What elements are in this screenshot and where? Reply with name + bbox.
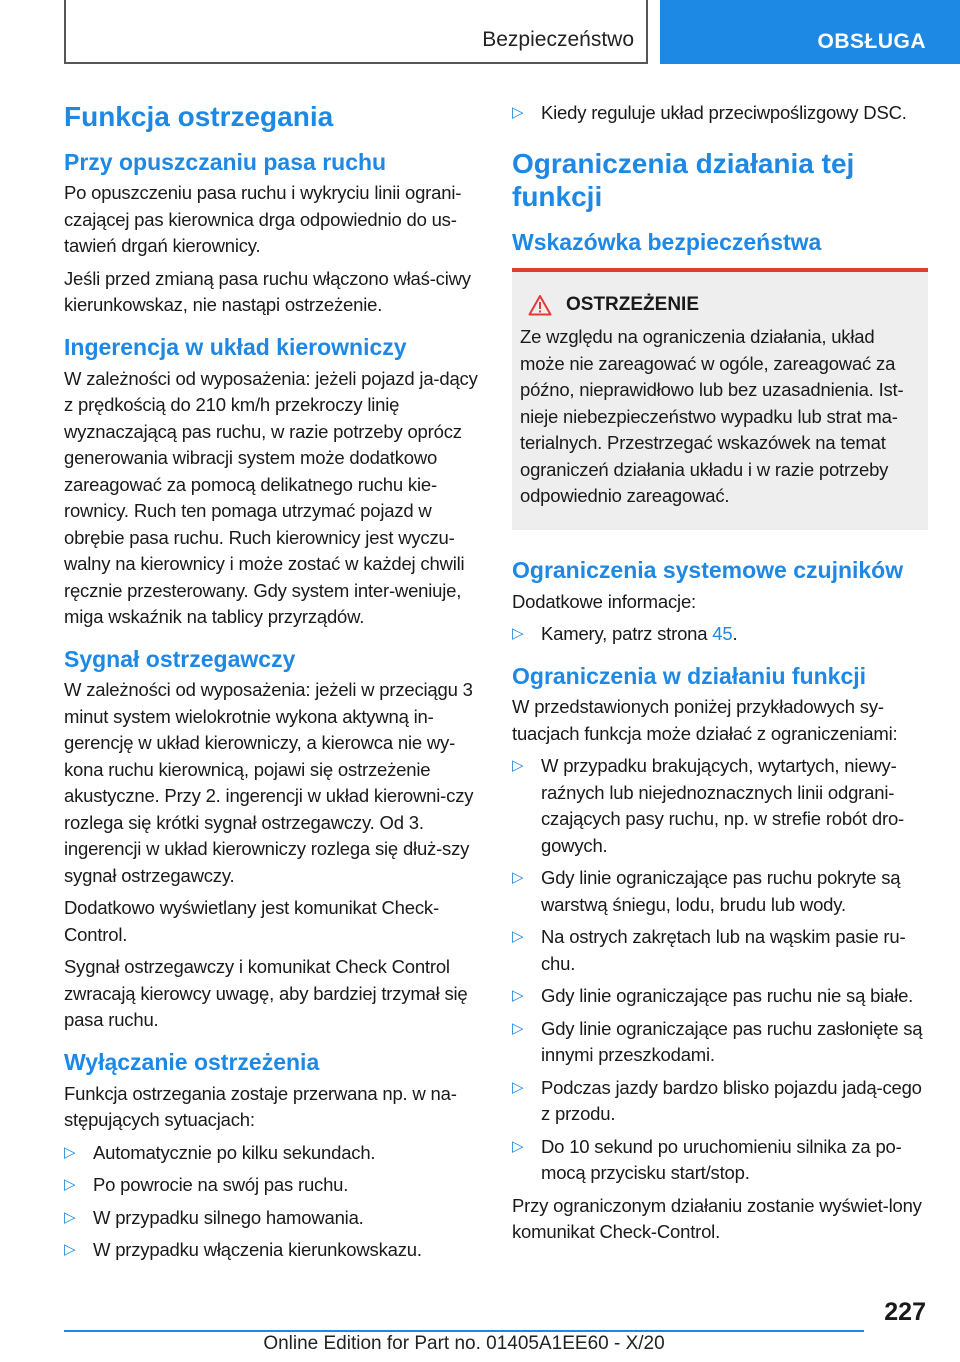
list-item: ▷ Do 10 sekund po uruchomieniu silnika za po-mocą przycisku start/stop. — [512, 1135, 902, 1184]
section-title-limits: Ograniczenia działania tej funkcji — [512, 147, 855, 213]
paragraph: Przy ograniczonym działaniu zostanie wyświet-lony komunikat Check-Control. — [512, 1194, 922, 1243]
heading-lane-leaving: Przy opuszczaniu pasa ruchu — [64, 148, 387, 175]
page-link-45[interactable]: 45 — [712, 623, 733, 645]
right-column — [512, 100, 928, 1252]
triangle-right-outline-icon: ▷ — [512, 625, 524, 643]
triangle-right-outline-icon: ▷ — [64, 1241, 76, 1259]
triangle-right-outline-icon: ▷ — [512, 1078, 524, 1096]
paragraph: W przedstawionych poniżej przykładowych sy-tuacjach funkcja może działać z ograniczeniami: — [512, 696, 898, 744]
header-section-title: Bezpieczeństwo — [482, 28, 634, 51]
triangle-right-outline-icon: ▷ — [64, 1143, 76, 1161]
warning-box — [512, 268, 928, 530]
triangle-right-outline-icon: ▷ — [512, 1019, 524, 1037]
triangle-right-outline-icon: ▷ — [512, 757, 524, 775]
list-item: ▷ Po powrocie na swój pas ruchu. — [64, 1172, 480, 1199]
bullet-list — [64, 1140, 480, 1264]
heading-warning-off: Wyłączanie ostrzeżenia — [64, 1048, 320, 1075]
triangle-right-outline-icon: ▷ — [512, 928, 524, 946]
left-column — [64, 100, 480, 1270]
paragraph: Dodatkowo wyświetlany jest komunikat Check-Control. — [64, 897, 439, 945]
heading-steering-intervention: Ingerencja w układ kierowniczy — [64, 333, 407, 360]
heading-warning-signal: Sygnał ostrzegawczy — [64, 645, 296, 672]
list-item: ▷ Podczas jazdy bardzo blisko pojazdu jadą-cego z przodu. — [512, 1076, 922, 1125]
list-item: ▷ W przypadku silnego hamowania. — [64, 1205, 480, 1232]
paragraph: Dodatkowe informacje: — [512, 590, 696, 612]
paragraph: Po opuszczeniu pasa ruchu i wykryciu linii ograni-czającej pas kierownica drga odpowiednio do us-tawień drgań kierownicy. — [64, 182, 462, 257]
paragraph: Funkcja ostrzegania zostaje przerwana np. w na-stępujących sytuacjach: — [64, 1082, 457, 1131]
triangle-right-outline-icon: ▷ — [512, 1137, 524, 1155]
heading-function-limits: Ograniczenia w działaniu funkcji — [512, 662, 867, 689]
triangle-right-outline-icon: ▷ — [64, 1176, 76, 1194]
heading-sensor-limits: Ograniczenia systemowe czujników — [512, 556, 904, 583]
warning-triangle-icon — [528, 294, 552, 316]
list-item: ▷ Automatycznie po kilku sekundach. — [64, 1140, 480, 1167]
section-title: Funkcja ostrzegania — [64, 101, 334, 132]
list-item: ▷ Na ostrych zakrętach lub na wąskim pasie ru-chu. — [512, 926, 906, 974]
triangle-right-outline-icon: ▷ — [512, 869, 524, 887]
list-item: ▷ W przypadku brakujących, wytartych, niewy-raźnych lub niejednoznacznych linii odgrani-czających pasy ruchu, np. w strefie robót dro-gowych. — [512, 755, 905, 856]
warning-label: OSTRZEŻENIE — [566, 294, 700, 316]
warning-text: Ze względu na ograniczenia działania, układ może nie zareagować w ogóle, zareagować za późno, nieprawidłowo lub bez uzasadnienia. Ist-nieje niebezpieczeństwo wypadku lub strat ma-terialnych. Przestrzegać wskazówek na temat ograniczeń działania układu i w razie potrzeby odpowiednio zareagować. — [520, 326, 904, 507]
triangle-right-outline-icon: ▷ — [512, 987, 524, 1005]
warning-header — [520, 294, 920, 316]
paragraph: Jeśli przed zmianą pasa ruchu włączono właś-ciwy kierunkowskaz, nie nastąpi ostrzeżenie. — [64, 267, 471, 316]
paragraph: W zależności od wyposażenia: jeżeli pojazd ja-dący z prędkością do 210 km/h przekroczy linię wyznaczającą pas ruchu, w razie potrzeby oprócz generowania wibracji system może dodatkowo zareagować za pomocą delikatnego ruchu kie-rownicy. Ruch ten pomaga utrzymać pojazd w obrębie pasa ruchu. Ruch kierownicy jest wyczu-walny na kierownicy i może zostać w każdej chwili ręcznie przesterowany. Gdy system inter-weniuje, miga wskaźnik na tablicy przyrządów. — [64, 367, 478, 628]
list-item: ▷ W przypadku włączenia kierunkowskazu. — [64, 1237, 480, 1264]
bullet-list — [512, 753, 928, 1187]
heading-safety-note: Wskazówka bezpieczeństwa — [512, 228, 822, 255]
bullet-list — [512, 621, 928, 648]
paragraph: Sygnał ostrzegawczy i komunikat Check Control zwracają kierowcy uwagę, aby bardziej trzymał się pasa ruchu. — [64, 956, 468, 1031]
paragraph: W zależności od wyposażenia: jeżeli w przeciągu 3 minut system wielokrotnie wykona aktywną in-gerencję w układ kierowniczy, a kierowca nie wy-kona ruchu kierownicą, pojawi się ostrzeżenie akustyczne. Przy 2. ingerencji w układ kierowni-czy rozlega się krótki sygnał ostrzegawczy. Od 3. ingerencji w układ kierowniczy rozlega się dłuż-szy sygnał ostrzegawczy. — [64, 679, 474, 886]
footer-divider — [64, 1330, 864, 1332]
triangle-right-outline-icon: ▷ — [512, 104, 524, 121]
list-item: ▷ Gdy linie ograniczające pas ruchu pokryte są warstwą śniegu, lodu, brudu lub wody. — [512, 867, 901, 915]
triangle-right-outline-icon: ▷ — [64, 1208, 76, 1226]
list-item: ▷ Gdy linie ograniczające pas ruchu nie są białe. — [512, 983, 928, 1010]
list-item: ▷ Kamery, patrz strona 45. — [512, 621, 928, 648]
page-number: 227 — [884, 1298, 926, 1326]
list-item: ▷ Gdy linie ograniczające pas ruchu zasłonięte są innymi przeszkodami. — [512, 1017, 923, 1066]
header-chapter-tab: OBSŁUGA — [660, 0, 960, 64]
footer-edition-text: Online Edition for Part no. 01405A1EE60 - X/20 — [263, 1333, 665, 1354]
list-item: ▷ Kiedy reguluje układ przeciwpoślizgowy DSC. — [512, 100, 928, 127]
bullet-list — [512, 100, 928, 127]
